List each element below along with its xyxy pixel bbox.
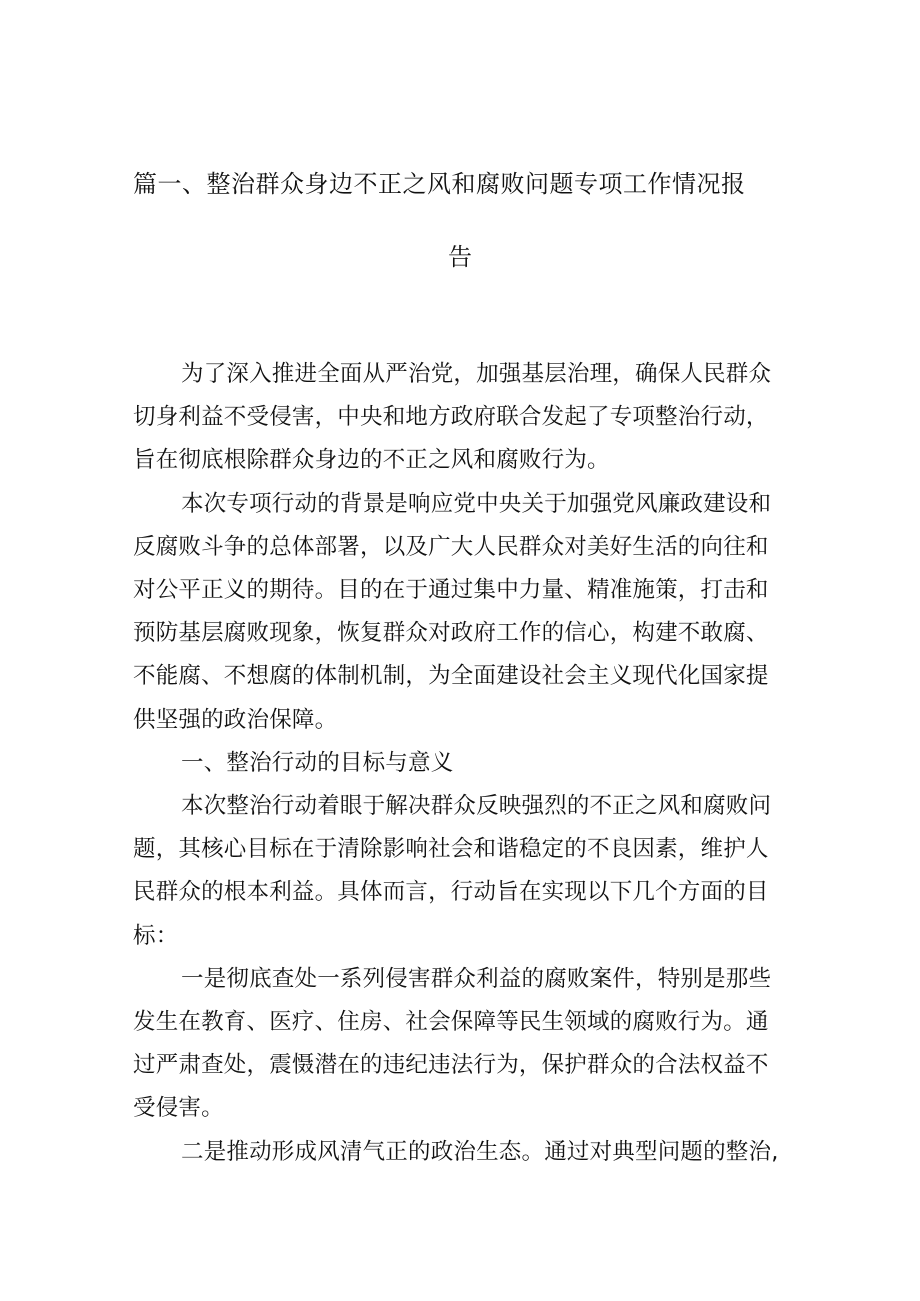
paragraph-line: 对公平正义的期待。目的在于通过集中力量、精准施策，打击和: [133, 577, 769, 604]
section-heading: [133, 742, 788, 785]
paragraph: [133, 958, 788, 1131]
paragraph: [133, 1131, 788, 1174]
paragraph-line: 题，其核心目标在于清除影响社会和谐稳定的不良因素，维护人: [133, 836, 769, 863]
paragraph-line: 不能腐、不想腐的体制机制，为全面建设社会主义现代化国家提: [133, 663, 769, 690]
paragraph-line: 预防基层腐败现象，恢复群众对政府工作的信心，构建不敢腐、: [133, 620, 769, 647]
paragraph: [133, 785, 788, 958]
paragraph-line: 发生在教育、医疗、住房、社会保障等民生领域的腐败行为。通: [133, 1009, 769, 1036]
paragraph-line: 一是彻底查处一系列侵害群众利益的腐败案件，特别是那些: [181, 965, 772, 992]
document-body: [133, 353, 788, 1174]
paragraph-line: 民群众的根本利益。具体而言，行动旨在实现以下几个方面的目: [133, 879, 769, 906]
document-title-continuation: 告: [448, 243, 472, 271]
paragraph-line: 受侵害。: [133, 1095, 224, 1122]
paragraph-line: 为了深入推进全面从严治党，加强基层治理，确保人民群众: [181, 361, 772, 387]
document-title: 篇一、整治群众身边不正之风和腐败问题专项工作情况报: [133, 170, 746, 198]
paragraph-line: 本次专项行动的背景是响应党中央关于加强党风廉政建设和: [181, 490, 772, 517]
paragraph: [133, 483, 788, 742]
paragraph-line: 标：: [133, 922, 179, 949]
paragraph-line: 切身利益不受侵害，中央和地方政府联合发起了专项整治行动，: [133, 404, 769, 431]
paragraph-line: 二是推动形成风清气正的政治生态。通过对典型问题的整治,: [181, 1138, 779, 1165]
paragraph-line: 旨在彻底根除群众身边的不正之风和腐败行为。: [133, 447, 610, 474]
paragraph-line: 一、整治行动的目标与意义: [181, 749, 454, 776]
paragraph-line: 过严肃查处，震慑潜在的违纪违法行为，保护群众的合法权益不: [133, 1052, 769, 1079]
paragraph-line: 本次整治行动着眼于解决群众反映强烈的不正之风和腐败问: [181, 793, 772, 820]
paragraph: [133, 353, 788, 483]
paragraph-line: 供坚强的政治保障。: [133, 706, 338, 733]
paragraph-line: 反腐败斗争的总体部署，以及广大人民群众对美好生活的向往和: [133, 533, 769, 560]
